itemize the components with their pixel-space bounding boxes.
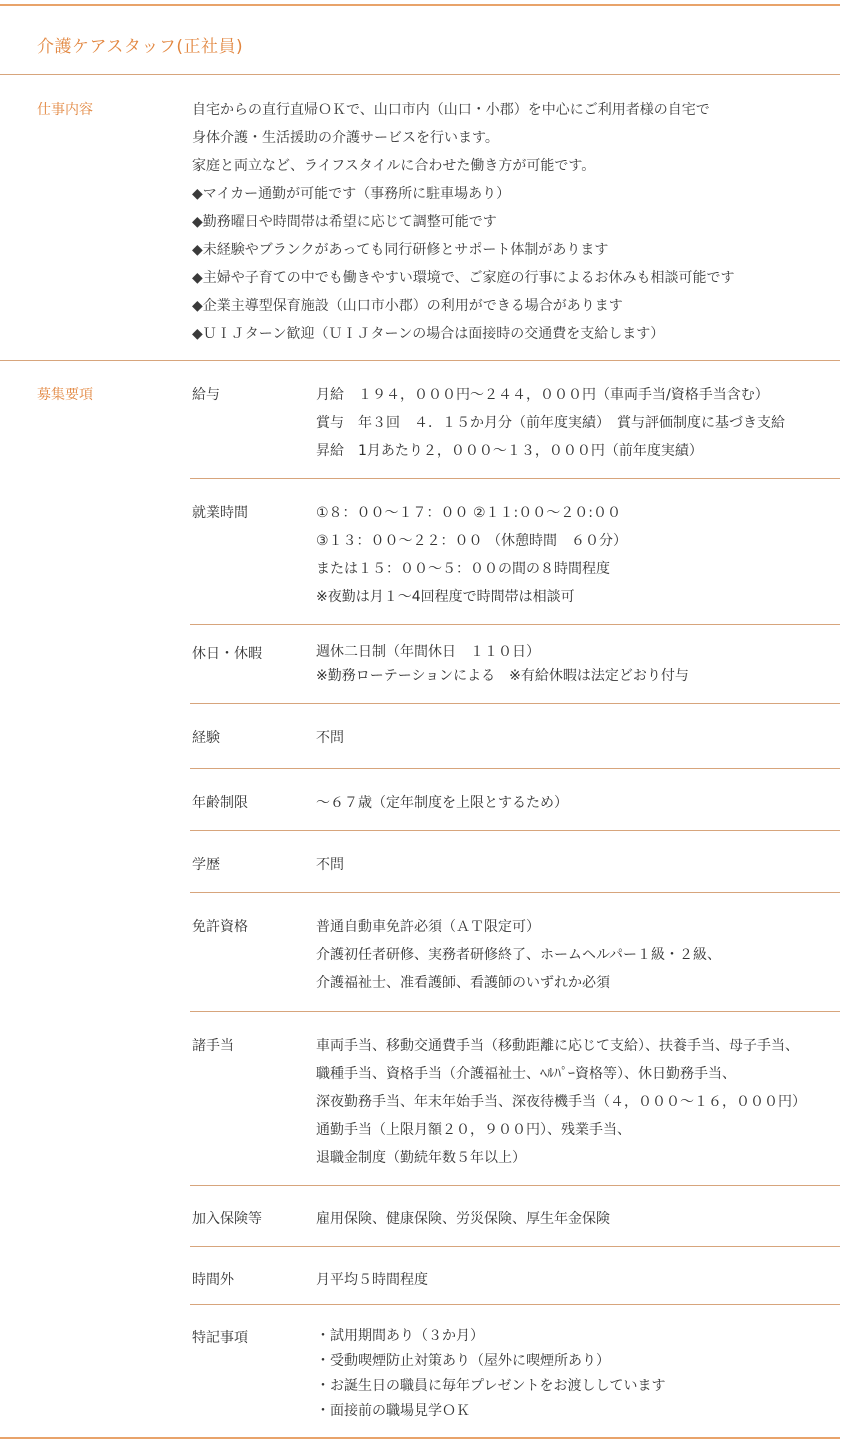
row-line: ※夜勤は月１～4回程度で時間帯は相談可: [316, 589, 575, 605]
row-line: ①８：００～１７：００ ②１１:００～２０:００: [316, 505, 621, 521]
insurance-value: 雇用保険、健康保険、労災保険、厚生年金保険: [316, 1211, 610, 1227]
experience-key: 経験: [192, 730, 220, 746]
row-line: 月給 １９４，０００円～２４４，０００円（車両手当/資格手当含む）: [316, 387, 769, 403]
salary-value: [316, 381, 785, 465]
notes-value: [316, 1324, 665, 1424]
holidays-key: 休日・休暇: [192, 646, 262, 662]
row-line: 退職金制度（勤続年数５年以上）: [316, 1150, 526, 1166]
allowances-key: 諸手当: [192, 1038, 234, 1054]
job-line: 自宅からの直行直帰ＯＫで、山口市内（山口・小郡）を中心にご利用者様の自宅で: [192, 102, 710, 118]
row-divider: [190, 624, 840, 625]
row-divider: [190, 1304, 840, 1305]
job-line: ◆未経験やブランクがあっても同行研修とサポート体制があります: [192, 242, 609, 258]
job-line: ◆ＵＩＪターン歓迎（ＵＩＪターンの場合は面接時の交通費を支給します）: [192, 326, 665, 342]
row-line: または１５：００～５：００の間の８時間程度: [316, 561, 610, 577]
education-value: 不問: [316, 857, 344, 873]
education-key: 学歴: [192, 857, 220, 873]
row-line: ・面接前の職場見学ＯＫ: [316, 1403, 470, 1419]
row-line: 週休二日制（年間休日 １１０日）: [316, 644, 540, 660]
allowances-value: [316, 1032, 806, 1172]
license-value: [316, 913, 721, 997]
row-divider: [190, 1185, 840, 1186]
job-line: 身体介護・生活援助の介護サービスを行います。: [192, 130, 499, 146]
row-line: 介護福祉士、准看護師、看護師のいずれか必須: [316, 975, 610, 991]
row-divider: [190, 703, 840, 704]
job-line: ◆勤務曜日や時間帯は希望に応じて調整可能です: [192, 214, 497, 230]
row-line: 深夜勤務手当、年末年始手当、深夜待機手当（４，０００～１６，０００円）: [316, 1094, 806, 1110]
job-line: ◆主婦や子育ての中でも働きやすい環境で、ご家庭の行事によるお休みも相談可能です: [192, 270, 735, 286]
row-divider: [190, 768, 840, 769]
top-rule: [0, 4, 840, 6]
row-line: ・受動喫煙防止対策あり（屋外に喫煙所あり）: [316, 1353, 610, 1369]
row-line: ・試用期間あり（３か月）: [316, 1328, 484, 1344]
title-rule: [0, 74, 840, 75]
row-line: ※勤務ローテーションによる ※有給休暇は法定どおり付与: [316, 668, 689, 684]
working-hours-key: 就業時間: [192, 505, 248, 521]
license-key: 免許資格: [192, 919, 248, 935]
row-divider: [190, 1011, 840, 1012]
working-hours-value: [316, 499, 627, 611]
row-line: 普通自動車免許必須（ＡＴ限定可）: [316, 919, 540, 935]
overtime-value: 月平均５時間程度: [316, 1272, 428, 1288]
bottom-rule: [0, 1437, 840, 1439]
insurance-key: 加入保険等: [192, 1211, 262, 1227]
row-divider: [190, 1246, 840, 1247]
page-title: 介護ケアスタッフ(正社員): [37, 37, 244, 57]
overtime-key: 時間外: [192, 1272, 234, 1288]
job-line: ◆マイカー通勤が可能です（事務所に駐車場あり）: [192, 186, 511, 202]
row-divider: [190, 478, 840, 479]
job-line: ◆企業主導型保育施設（山口市小郡）の利用ができる場合があります: [192, 298, 623, 314]
requirements-label: 募集要項: [37, 387, 93, 403]
row-divider: [190, 892, 840, 893]
row-line: 賞与 年３回 ４．１５か月分（前年度実績） 賞与評価制度に基づき支給: [316, 415, 785, 431]
row-line: 職種手当、資格手当（介護福祉士、ﾍﾙﾊﾟｰ資格等）、休日勤務手当、: [316, 1066, 736, 1082]
holidays-value: [316, 640, 689, 688]
age-limit-key: 年齢制限: [192, 795, 248, 811]
job-line: 家庭と両立など、ライフスタイルに合わせた働き方が可能です。: [192, 158, 596, 174]
age-limit-value: ～６７歳（定年制度を上限とするため）: [316, 795, 568, 811]
row-line: 通勤手当（上限月額２０，９００円）、残業手当、: [316, 1122, 631, 1138]
section-rule: [0, 360, 840, 361]
row-line: 昇給 1月あたり２，０００～１３，０００円（前年度実績）: [316, 443, 703, 459]
row-divider: [190, 830, 840, 831]
row-line: 介護初任者研修、実務者研修終了、ホームヘルパー１級・２級、: [316, 947, 722, 963]
job-description-label: 仕事内容: [37, 102, 93, 118]
row-line: 車両手当、移動交通費手当（移動距離に応じて支給）、扶養手当、母子手当、: [316, 1038, 799, 1054]
row-line: ③１３：００～２２：００ （休憩時間 ６０分）: [316, 533, 627, 549]
salary-key: 給与: [192, 387, 220, 403]
row-line: ・お誕生日の職員に毎年プレゼントをお渡ししています: [316, 1378, 666, 1394]
notes-key: 特記事項: [192, 1330, 248, 1346]
experience-value: 不問: [316, 730, 344, 746]
job-description-text: [192, 96, 734, 348]
